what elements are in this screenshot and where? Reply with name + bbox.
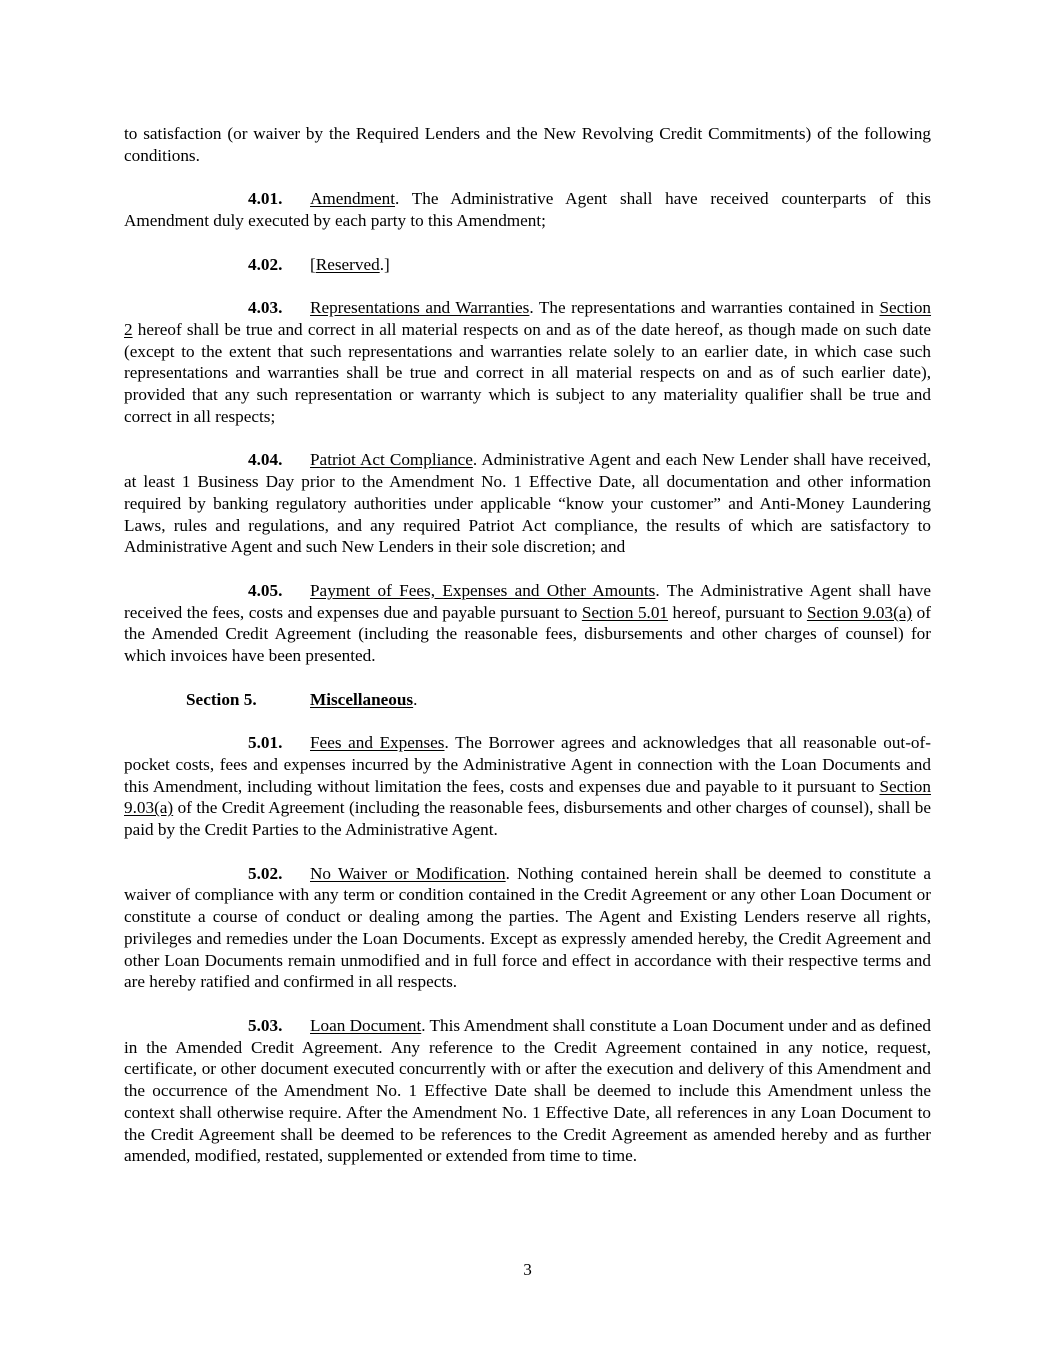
section-body: . Nothing contained herein shall be deemed to constitute a waiver of compliance with any term or condition contained in the Credit Agreement or any other Loan Document or constitute a course of conduct or dealing among the parties. The Agent and Existing Lenders reserve all rights, privileges and remedies under the Loan Documents. Except as expressly amended hereby, the Credit Agreement and other Loan Documents remain unmodified and in full force and effect in accordance with their respective terms and are hereby ratified and confirmed in all respects. xyxy=(124,863,931,992)
section-5-01 xyxy=(124,732,931,841)
cross-reference: Section 9.03(a) xyxy=(124,776,931,818)
section-label: Section 5. xyxy=(186,689,257,709)
section-body: hereof, pursuant to xyxy=(668,602,807,622)
section-heading-title: Miscellaneous xyxy=(310,689,414,709)
section-body: . The Administrative Agent shall have received counterparts of this Amendment duly executed by each party to this Amendment; xyxy=(124,189,931,230)
section-title: Amendment xyxy=(310,189,395,209)
section-body: . This Amendment shall constitute a Loan Document under and as defined in the Amended Credit Agreement. Any reference to the Credit Agreement contained in any notice, request, certificate, or other document executed concurrently with or after the execution and delivery of this Amendment and the occurrence of the Amendment No. 1 Effective Date shall be deemed to include this Amendment unless the context shall otherwise require. After the Amendment No. 1 Effective Date, all references in any Loan Document to the Credit Agreement shall be deemed to be references to the Credit Agreement as amended hereby and as further amended, modified, restated, supplemented or extended from time to time. xyxy=(124,1015,931,1166)
section-title: Loan Document xyxy=(310,1015,422,1035)
section-body: . Administrative Agent and each New Lender shall have received, at least 1 Business Day prior to the Amendment No. 1 Effective Date, all documentation and other information required by banking regulatory authorities under applicable “know your customer” and Anti-Money Laundering Laws, rules and regulations, and any required Patriot Act compliance, the results of which are satisfactory to Administrative Agent and such New Lenders in their sole discretion; and xyxy=(124,450,931,557)
document-page xyxy=(124,123,931,1189)
intro-paragraph: to satisfaction (or waiver by the Required Lenders and the New Revolving Credit Commitments) of the following conditions. xyxy=(124,124,931,165)
section-body: . The Borrower agrees and acknowledges that all reasonable out-of-pocket costs, fees and expenses incurred by the Administrative Agent in connection with the Loan Documents and this Amendment, including without limitation the fees, costs and expenses due and payable to it pursuant to xyxy=(124,733,931,796)
section-5-03 xyxy=(124,1015,931,1167)
section-5-heading xyxy=(186,689,931,711)
section-number: 4.04. xyxy=(248,450,283,470)
section-4-02 xyxy=(124,254,931,276)
section-title: Representations and Warranties xyxy=(310,298,530,317)
cross-reference: Section 2 xyxy=(124,298,932,339)
section-body: .] xyxy=(379,254,390,274)
section-number: 4.02. xyxy=(248,254,283,274)
section-body: . The representations and warranties contained in xyxy=(529,298,880,317)
bracket: [ xyxy=(310,254,316,274)
section-number: 4.05. xyxy=(248,580,283,600)
section-body: of the Amended Credit Agreement (including the reasonable fees, disbursements and other charges of counsel) for which invoices have been presented. xyxy=(124,602,932,665)
section-4-05 xyxy=(124,580,931,667)
page-number: 3 xyxy=(523,1260,532,1279)
section-number: 4.03. xyxy=(248,298,283,317)
section-number: 5.03. xyxy=(248,1015,283,1035)
heading-period: . xyxy=(413,689,418,709)
cross-reference: Section 5.01 xyxy=(581,602,669,622)
section-title: Payment of Fees, Expenses and Other Amounts xyxy=(310,580,656,600)
section-title: Patriot Act Compliance xyxy=(310,450,473,470)
section-title: Reserved xyxy=(315,254,380,274)
section-4-01 xyxy=(124,188,931,232)
section-4-04 xyxy=(124,449,931,558)
section-4-03 xyxy=(124,297,931,428)
section-body: . The Administrative Agent shall have received the fees, costs and expenses due and payable pursuant to xyxy=(124,580,931,622)
cross-reference: Section 9.03(a) xyxy=(806,602,913,622)
section-title: No Waiver or Modification xyxy=(310,863,506,883)
section-number: 4.01. xyxy=(248,189,283,209)
section-body: hereof shall be true and correct in all material respects on and as of the date hereof, as though made on such date (except to the extent that such representations and warranties relate solely to an earlier date, in which case such representations and warranties shall be true and correct in all material respects on and as of such earlier date), provided that any such representation or warranty which is subject to any materiality qualifier shall be true and correct in all respects; xyxy=(124,319,931,426)
section-5-02 xyxy=(124,863,931,994)
section-body: of the Credit Agreement (including the reasonable fees, disbursements and other charges of counsel), shall be paid by the Credit Parties to the Administrative Agent. xyxy=(124,798,931,839)
section-number: 5.02. xyxy=(248,863,283,883)
section-number: 5.01. xyxy=(248,733,283,752)
section-title: Fees and Expenses xyxy=(310,733,445,752)
